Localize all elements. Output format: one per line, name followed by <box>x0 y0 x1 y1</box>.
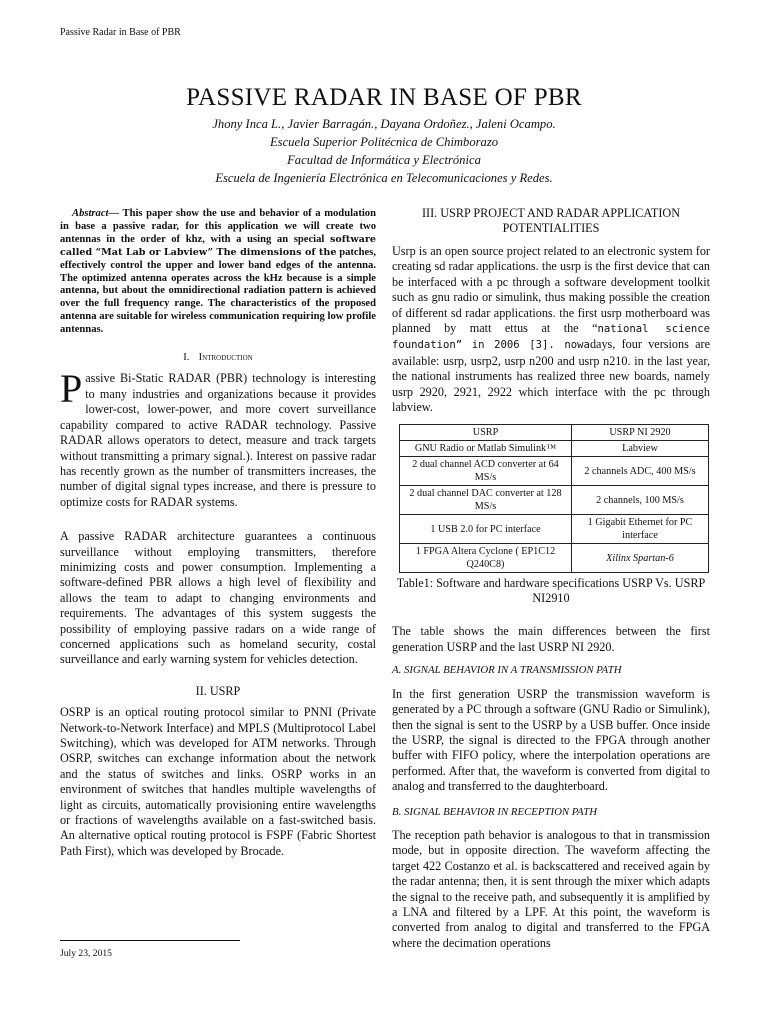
table-cell: 2 channels, 100 MS/s <box>572 486 709 515</box>
abstract-text-1: This paper show the use and behavior of a modulation in base a passive radar, for this application we will create two antennas in the order of khz, with a using an special <box>60 208 376 245</box>
paper-title: PASSIVE RADAR IN BASE OF PBR <box>186 84 582 111</box>
affiliation-1: Escuela Superior Politécnica de Chimborazo <box>269 135 499 149</box>
table-cell: 1 Gigabit Ethernet for PC interface <box>572 515 709 544</box>
table-cell: Labview <box>572 441 709 457</box>
nsf-mono-text: national science foundation” in 2006 [3]. nowa <box>392 323 710 352</box>
reception-paragraph: The reception path behavior is analogous to that in transmission mode, but in opposite direction. The waveform affecting the target 422 Costanzo et al. is backscattered and received again by the radar antenna; then, it is sent through the mixer which adapts the signal to the receive path, and subsequently it is amplified by a LNA and filtered by a LPF. At this point, the waveform is converted from analog to digital and transferred to the FPGA where the decimation operations <box>392 827 710 950</box>
abstract-label: Abstract— <box>72 208 120 219</box>
running-header: Passive Radar in Base of PBR <box>60 27 181 38</box>
table-cell: GNU Radio or Matlab Simulink™ <box>400 441 572 457</box>
transmission-paragraph: In the first generation USRP the transmission waveform is generated by a PC through a software (GNU Radio or Simulink), then the signal is sent to the USRP by a USB buffer. Once inside the USRP, the signal is directed to the FPGA through another buffer with FIFO policy, where the interpolation operations are performed. After that, the waveform is converted from digital to analog and transferred to the daughterboard. <box>392 686 710 794</box>
abstract-software: software called “Mat Lab or Labview” The dimensions of the <box>60 233 376 258</box>
table-caption: Table1: Software and hardware specifications USRP Vs. USRP NI2910 <box>396 576 706 606</box>
usrp-paragraph: OSRP is an optical routing protocol similar to PNNI (Private Network-to-Network Interface) and MPLS (Multiprotocol Label Switching), which was developed for ATM networks. Through OSRP, switches can exchange information about the network and the status of switches and links. OSRP works in an environment of switches that handles multiple wavelengths of light as circuits, automatically provisioning entire wavelengths or fractions of wavelengths available on a fast-switched basis. An alternative optical routing protocol is FSPF (Fabric Shortest Path First), which was developed by Brocade. <box>60 705 376 858</box>
footer-date: July 23, 2015 <box>60 948 112 959</box>
table-row <box>400 544 709 573</box>
table-cell: 2 dual channel ACD converter at 64 MS/s <box>400 457 572 486</box>
author-block <box>0 115 768 187</box>
intro-paragraph-2: A passive RADAR architecture guarantees a continuous surveillance without employing transmitters, therefore minimizing costs and power consumption. Implementing a software-defined PBR allows a high level of flexibility and allows the team to adapt to changing environments and requirements. The advantages of this system suggests the possibility of employing passive radars on a wide range of concerned applications such as homeland security, costal surveillance and early warning system for vehicles detection. <box>60 529 376 667</box>
table-description-paragraph: The table shows the main differences between the first generation USRP and the last USRP NI 2920. <box>392 624 710 654</box>
usrp-project-paragraph: Usrp is an open source project related to an electronic system for creating sd radar applications. the usrp is the first device that can be interfaced with a pc through a software development toolkit such as gnu radio or simulink, thus making possible the creation of different sd radar applications. the first usrp motherboard was planned by matt ettus at the “national science foundation” in 2006 [3]. nowadays, four versions are available: usrp, usrp2, usrp n200 and usrp n210. in the last year, the national instruments has realized three new boards, namely usrp 2920, 2921, 2922 which interface with the pc through labview. <box>392 244 710 415</box>
section-heading-introduction: I. Introduction <box>183 352 253 364</box>
footnote-rule <box>60 940 240 941</box>
left-column <box>60 208 376 859</box>
table-row <box>400 441 709 457</box>
affiliation-2: Facultad de Informática y Electrónica <box>287 153 481 167</box>
affiliation-3: Escuela de Ingeniería Electrónica en Telecomunicaciones y Redes. <box>215 171 553 185</box>
right-column <box>392 206 710 951</box>
usrp-comparison-table <box>399 424 709 573</box>
table-cell: Xilinx Spartan-6 <box>572 544 709 573</box>
table-header-row <box>400 425 709 441</box>
table-row <box>400 457 709 486</box>
table-header-cell: USRP <box>400 425 572 441</box>
intro-paragraph-1: Passive Bi-Static RADAR (PBR) technology is interesting to many industries and organizations because it provides lower-cost, lower-power, and more covert surveillance capability compared to active RADAR technology. Passive RADAR allows operators to detect, measure and track targets without transmitting a primary signal.). Interest on passive radar has recently grown as the number of transmitters increases, the number of digital signal types increase, and there is pressure to optimize costs for RADAR systems. <box>60 366 376 509</box>
section-heading-usrp: II. USRP <box>195 683 241 698</box>
dropcap-letter: P <box>60 366 83 412</box>
author-names: Jhony Inca L., Javier Barragán., Dayana Ordoñez., Jaleni Ocampo. <box>212 117 556 131</box>
table-cell: 1 USB 2.0 for PC interface <box>400 515 572 544</box>
section-heading-usrp-project: III. USRP PROJECT AND RADAR APPLICATION POTENTIALITIES <box>421 206 680 235</box>
table-cell: 1 FPGA Altera Cyclone ( EP1C12 Q240C8) <box>400 544 572 573</box>
table-cell: 2 dual channel DAC converter at 128 MS/s <box>400 486 572 515</box>
table-row <box>400 515 709 544</box>
subsection-heading-transmission: A. SIGNAL BEHAVIOR IN A TRANSMISSION PATH <box>392 664 622 677</box>
table-header-cell: USRP NI 2920 <box>572 425 709 441</box>
abstract-text-2: patches, effectively control the upper and lower band edges of the antenna. The optimized antenna operates across the kHz because is a simple antenna, but about the omnidirectional radiation pattern is achieved over the full frequency range. The characteristics of the proposed antenna are suitable for wireless communication requiring low profile antennas. <box>60 246 376 336</box>
subsection-heading-reception: B. SIGNAL BEHAVIOR IN RECEPTION PATH <box>392 805 597 818</box>
table-cell: 2 channels ADC, 400 MS/s <box>572 457 709 486</box>
table-row <box>400 486 709 515</box>
abstract <box>60 208 376 337</box>
